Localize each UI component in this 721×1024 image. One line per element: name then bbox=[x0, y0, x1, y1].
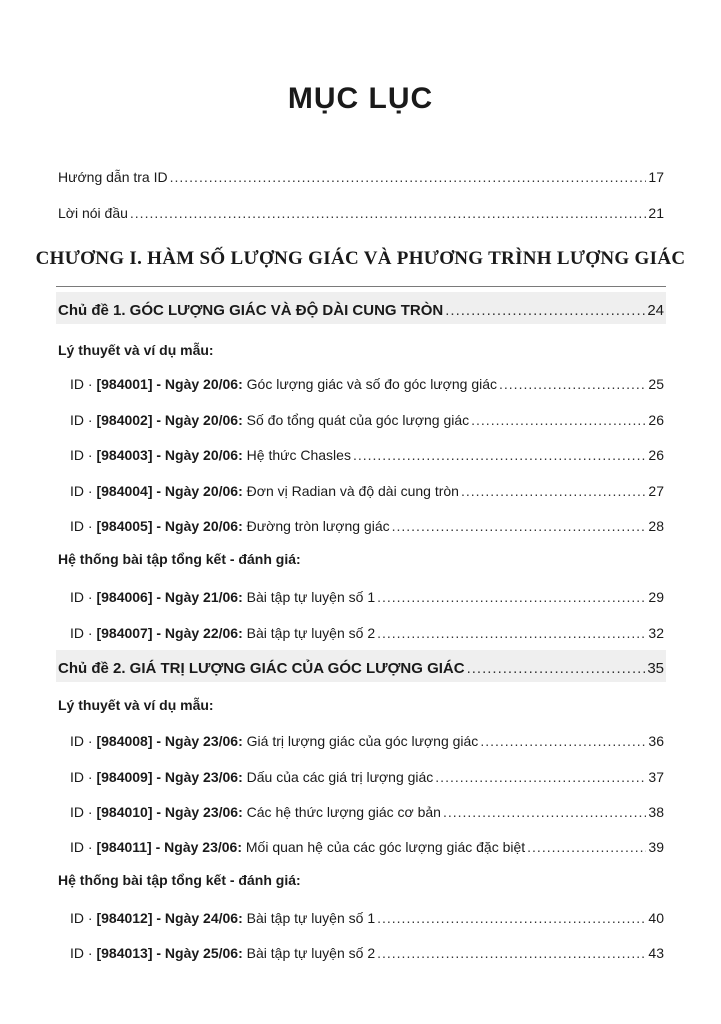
toc-page-number: 32 bbox=[648, 625, 664, 641]
toc-entry-984011[interactable] bbox=[70, 832, 664, 856]
toc-page-number: 37 bbox=[648, 769, 664, 785]
toc-entry-984009[interactable] bbox=[70, 762, 664, 786]
toc-page-number: 26 bbox=[648, 412, 664, 428]
toc-topic-label: Chủ đề 1. GÓC LƯỢNG GIÁC VÀ ĐỘ DÀI CUNG TRÒN bbox=[58, 302, 444, 319]
toc-page-number: 38 bbox=[648, 804, 664, 820]
section-label-theory: Lý thuyết và ví dụ mẫu: bbox=[58, 342, 214, 358]
toc-page-number: 27 bbox=[648, 483, 664, 499]
toc-entry-984012[interactable] bbox=[70, 903, 664, 927]
topic-divider bbox=[56, 286, 666, 287]
toc-page-number: 17 bbox=[648, 169, 664, 185]
leader-dots bbox=[467, 660, 646, 678]
section-label-exercises: Hệ thống bài tập tổng kết - đánh giá: bbox=[58, 872, 301, 888]
toc-entry-label: ID · [984007] - Ngày 22/06: Bài tập tự luyện số 2 bbox=[70, 625, 376, 641]
toc-page-number: 28 bbox=[648, 518, 664, 534]
toc-page-number: 25 bbox=[648, 376, 664, 392]
toc-entry-984007[interactable] bbox=[70, 618, 664, 642]
section-label-theory: Lý thuyết và ví dụ mẫu: bbox=[58, 697, 214, 713]
toc-entry-label: ID · [984011] - Ngày 23/06: Mối quan hệ của các góc lượng giác đặc biệt bbox=[70, 839, 526, 855]
leader-dots bbox=[527, 838, 646, 856]
toc-entry-label: ID · [984013] - Ngày 25/06: Bài tập tự luyện số 2 bbox=[70, 945, 376, 961]
leader-dots bbox=[377, 944, 646, 962]
toc-entry-id-guide[interactable] bbox=[58, 162, 664, 186]
toc-page-number: 35 bbox=[647, 660, 664, 677]
toc-entry-label: ID · [984002] - Ngày 20/06: Số đo tổng quát của góc lượng giác bbox=[70, 412, 470, 428]
leader-dots bbox=[445, 302, 645, 320]
toc-page-number: 29 bbox=[648, 589, 664, 605]
toc-entry-label: ID · [984012] - Ngày 24/06: Bài tập tự luyện số 1 bbox=[70, 910, 376, 926]
toc-topic-label: Chủ đề 2. GIÁ TRỊ LƯỢNG GIÁC CỦA GÓC LƯỢNG GIÁC bbox=[58, 660, 465, 677]
leader-dots bbox=[377, 909, 646, 927]
toc-page-number: 24 bbox=[647, 302, 664, 319]
leader-dots bbox=[480, 732, 646, 750]
toc-entry-984003[interactable] bbox=[70, 440, 664, 464]
toc-entry-984005[interactable] bbox=[70, 511, 664, 535]
toc-entry-984008[interactable] bbox=[70, 726, 664, 750]
leader-dots bbox=[377, 624, 646, 642]
toc-entry-label: ID · [984005] - Ngày 20/06: Đường tròn lượng giác bbox=[70, 518, 390, 534]
section-label-exercises: Hệ thống bài tập tổng kết - đánh giá: bbox=[58, 551, 301, 567]
toc-entry-label: ID · [984008] - Ngày 23/06: Giá trị lượng giác của góc lượng giác bbox=[70, 733, 479, 749]
leader-dots bbox=[461, 482, 646, 500]
leader-dots bbox=[130, 204, 647, 222]
toc-topic-1[interactable] bbox=[58, 296, 664, 320]
toc-entry-984002[interactable] bbox=[70, 405, 664, 429]
leader-dots bbox=[170, 168, 647, 186]
leader-dots bbox=[443, 803, 646, 821]
leader-dots bbox=[435, 768, 646, 786]
toc-page-number: 39 bbox=[648, 839, 664, 855]
toc-entry-label: ID · [984009] - Ngày 23/06: Dấu của các giá trị lượng giác bbox=[70, 769, 434, 785]
toc-page-number: 43 bbox=[648, 945, 664, 961]
toc-entry-label: Hướng dẫn tra ID bbox=[58, 169, 168, 185]
toc-page-number: 21 bbox=[648, 205, 664, 221]
toc-entry-984006[interactable] bbox=[70, 582, 664, 606]
toc-entry-label: ID · [984006] - Ngày 21/06: Bài tập tự luyện số 1 bbox=[70, 589, 376, 605]
leader-dots bbox=[392, 517, 647, 535]
toc-entry-label: ID · [984004] - Ngày 20/06: Đơn vị Radian và độ dài cung tròn bbox=[70, 483, 459, 499]
toc-entry-984001[interactable] bbox=[70, 369, 664, 393]
toc-entry-984013[interactable] bbox=[70, 938, 664, 962]
leader-dots bbox=[353, 446, 646, 464]
toc-topic-2[interactable] bbox=[58, 654, 664, 678]
toc-entry-984010[interactable] bbox=[70, 797, 664, 821]
toc-page-number: 36 bbox=[648, 733, 664, 749]
toc-entry-label: ID · [984010] - Ngày 23/06: Các hệ thức lượng giác cơ bản bbox=[70, 804, 441, 820]
leader-dots bbox=[471, 411, 646, 429]
toc-page-number: 40 bbox=[648, 910, 664, 926]
toc-entry-984004[interactable] bbox=[70, 476, 664, 500]
chapter-heading: CHƯƠNG I. HÀM SỐ LƯỢNG GIÁC VÀ PHƯƠNG TRÌNH LƯỢNG GIÁC bbox=[35, 248, 686, 269]
toc-page-number: 26 bbox=[648, 447, 664, 463]
leader-dots bbox=[377, 588, 646, 606]
toc-entry-foreword[interactable] bbox=[58, 198, 664, 222]
toc-entry-label: ID · [984001] - Ngày 20/06: Góc lượng giác và số đo góc lượng giác bbox=[70, 376, 498, 392]
page-title: MỤC LỤC bbox=[287, 82, 434, 115]
toc-entry-label: Lời nói đầu bbox=[58, 205, 128, 221]
toc-entry-label: ID · [984003] - Ngày 20/06: Hệ thức Chasles bbox=[70, 447, 351, 463]
leader-dots bbox=[499, 375, 646, 393]
